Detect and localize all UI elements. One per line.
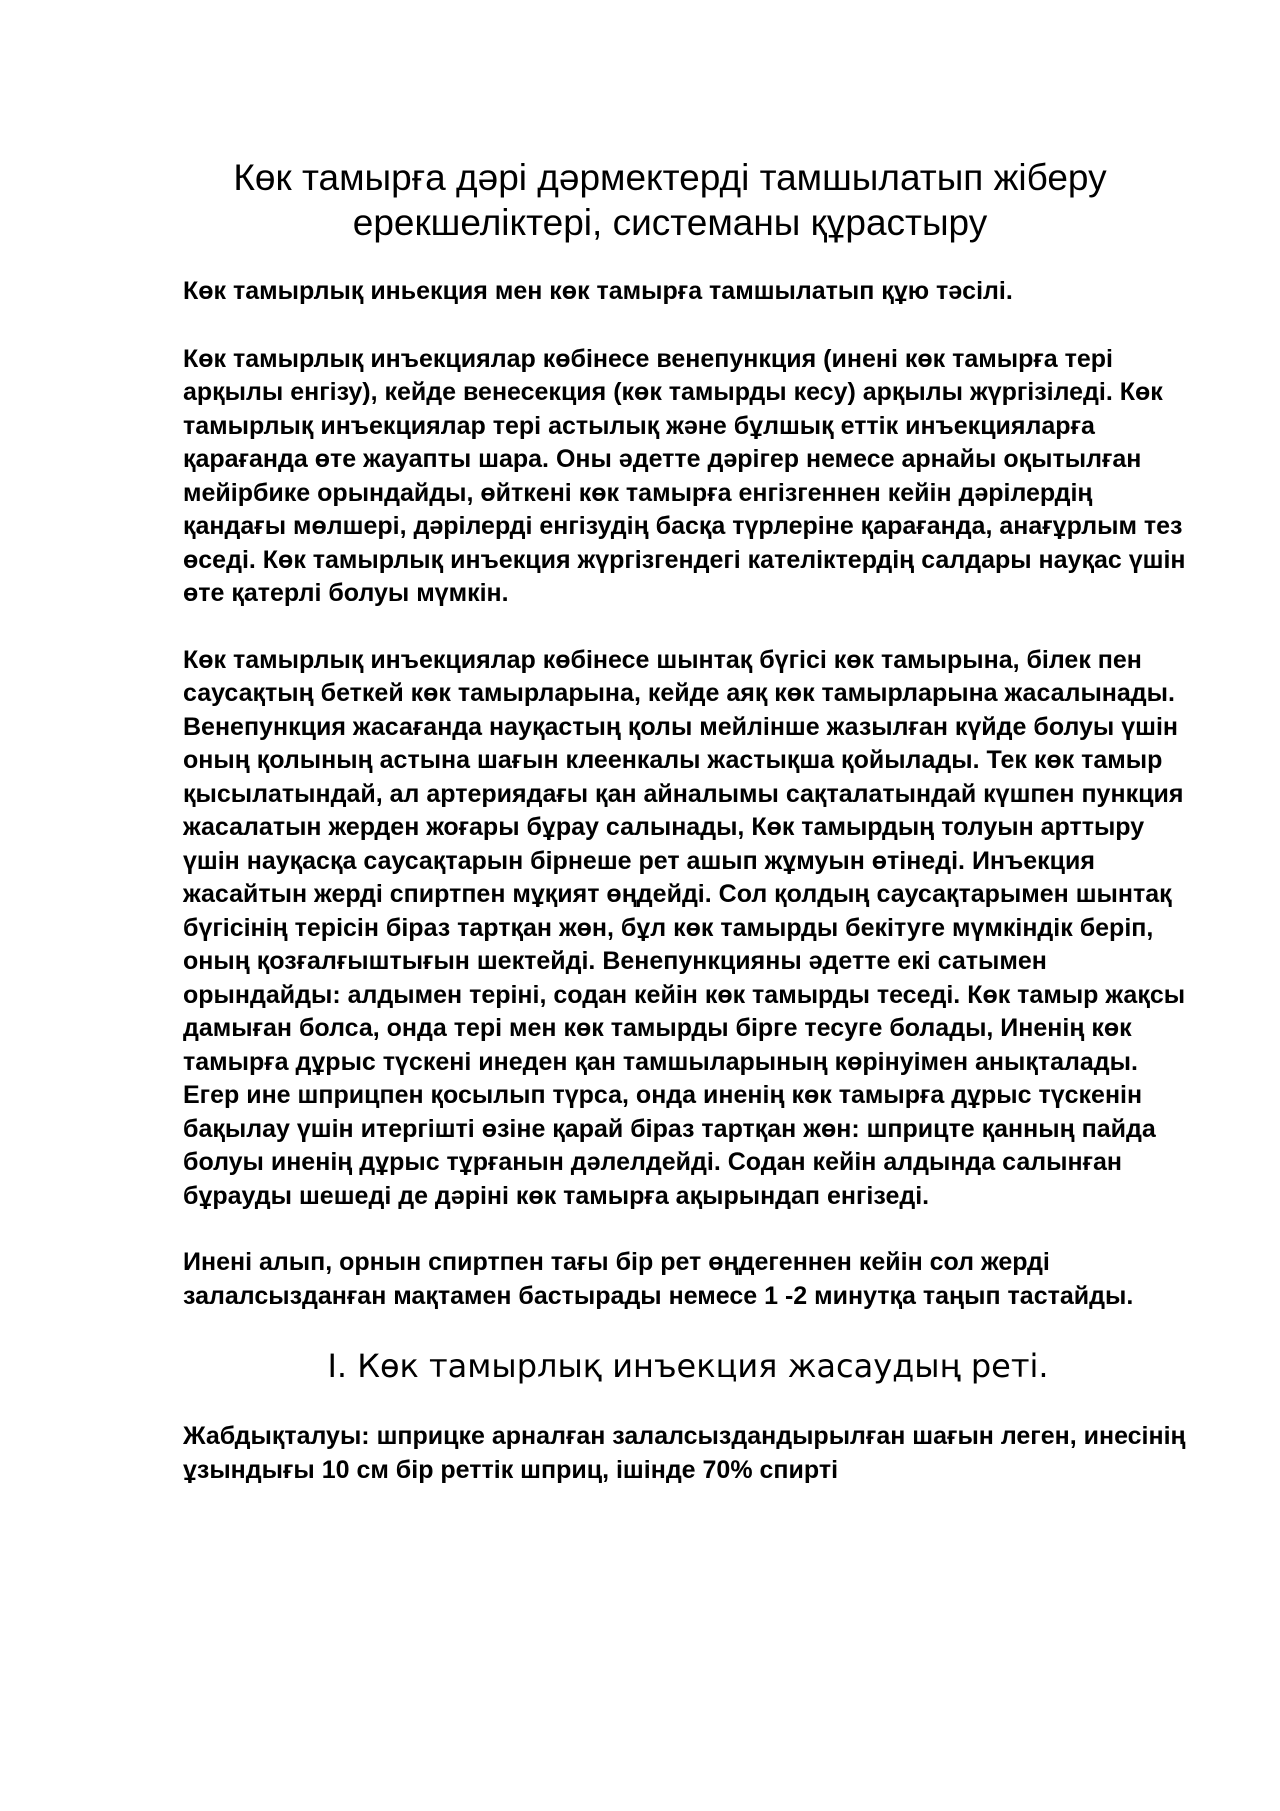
paragraph-injection-procedure: Көк тамырлық инъекциялар көбінесе шынтақ бүгісі көк тамырына, білек пен саусақтың беткей көк тамырларына, кейде аяқ көк тамырларына жасалынады. Венепункция жасағанда науқастың қолы мейлінше жазылған күйде болуы үшін оның қолының астына шағын клеенкалы жастықша қойылады. Тек көк тамыр қысылатындай, ал артериядағы қан айналымы сақталатындай күшпен пункция жасалатын жерден жоғары бұрау салынады, Көк тамырдың толуын арттыру үшін науқасқа саусақтарын бірнеше рет ашып жұмуын өтінеді. Инъекция жасайтын жерді спиртпен мұқият өңдейді. Сол қолдың саусақтарымен шынтақ бүгісінің терісін біраз тартқан жөн, бұл көк тамырды бекітуге мүмкіндік беріп, оның қозғалғыштығын шектейді. Венепункцияны әдетте екі сатымен орындайды: алдымен теріні, содан кейін көк тамырды теседі. Көк тамыр жақсы дамыған болса, онда тері мен көк тамырды бірге тесуге болады, Иненің көк тамырға дұрыс түскені инеден қан тамшыларының көрінуімен анықталады. Егер ине шприцпен қосылып түрса, онда иненің көк тамырға дұрыс түскенін бақылау үшін итергішті өзіне қарай біраз тартқан жөн: шприцте қанның пайда болуы иненің дұрыс тұрғанын дәлелдейді. Содан кейін алдында салынған бұрауды шешеді де дәріні көк тамырға ақырындап енгізеді. bbox=[183, 645, 1186, 1210]
intro-heading: Көк тамырлық иньекция мен көк тамырға тамшылатып құю тәсілі. bbox=[183, 277, 1013, 305]
paragraph-needle-removal: Инені алып, орнын спиртпен тағы бір рет өңдегеннен кейін сол жерді залалсызданған мақтамен бастырады немесе 1 -2 минутқа таңып тастайды. bbox=[183, 1248, 1134, 1310]
document-body bbox=[183, 275, 1193, 1520]
paragraph-venepuncture-overview: Көк тамырлық инъекциялар көбінесе венепункция (инені көк тамырға тері арқылы енгізу), кейде венесекция (көк тамырды кесу) арқылы жүргізіледі. Көк тамырлық инъекциялар тері астылық және бұлшық еттік инъекцияларға қарағанда өте жауапты шара. Оны әдетте дәрігер немесе арнайы оқытылған мейірбике орындайды, өйткені көк тамырға енгізгеннен кейін дәрілердің қандағы мөлшері, дәрілерді енгізудің басқа түрлеріне қарағанда, анағұрлым тез өседі. Көк тамырлық инъекция жүргізгендегі кателіктердің салдары науқас үшін өте қатерлі болуы мүмкін. bbox=[183, 344, 1186, 607]
section-heading: I. Көк тамырлық инъекция жасаудың реті. bbox=[327, 1347, 1049, 1385]
paragraph-equipment: Жабдықталуы: шприцке арналған залалсыздандырылған шағын леген, инесінің ұзындығы 10 см бір реттік шприц, ішінде 70% спирті bbox=[183, 1422, 1186, 1484]
document-title: Көк тамырға дәрі дәрмектерді тамшылатып жіберу ерекшеліктері, системаны құрастыру bbox=[233, 157, 1107, 243]
